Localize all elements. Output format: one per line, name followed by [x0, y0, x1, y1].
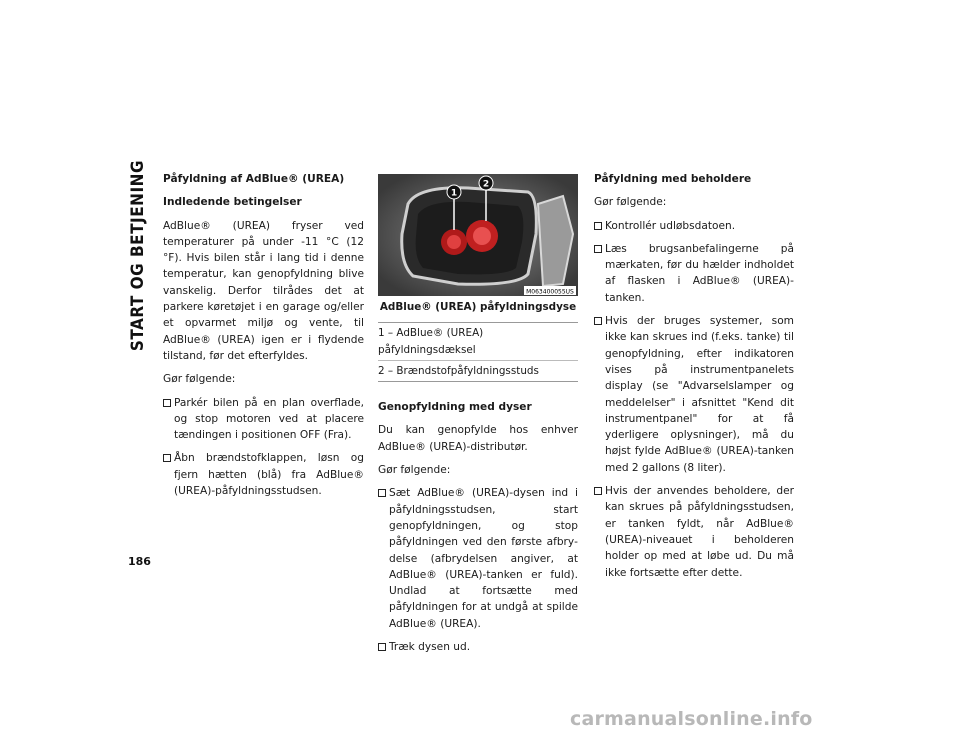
legend-item: 1 – AdBlue® (UREA) påfyldningsdæksel	[378, 327, 484, 356]
column-3	[594, 168, 794, 588]
subheading: Indledende betingelser	[163, 196, 302, 209]
list-item	[163, 395, 364, 444]
callout-1: 1	[450, 188, 458, 199]
steps-intro: Gør følgende:	[378, 464, 451, 477]
list-item	[594, 483, 794, 581]
list-item-text: Parkér bilen på en plan overflade, og stop motoren ved at placere tændingen i positionen OFF (Fra).	[174, 396, 364, 442]
section-title: START OG BETJENING	[128, 160, 148, 352]
legend-item: 2 – Brændstofpåfyldningsstuds	[378, 360, 578, 381]
list-item	[594, 313, 794, 476]
watermark: carmanualsonline.info	[570, 708, 813, 730]
column-2	[378, 168, 578, 662]
checkbox-bullet-icon	[378, 643, 386, 651]
checkbox-bullet-icon	[594, 222, 602, 230]
list-item-text: Læs brugsanbefalingerne på mærkaten, før du hælder indholdet af flasken i AdBlue® (UREA)-tanken.	[605, 242, 794, 304]
checkbox-bullet-icon	[594, 245, 602, 253]
page-number: 186	[128, 555, 151, 568]
list-item	[163, 450, 364, 499]
list-item-text: Åbn brændstofklappen, løsn og fjern hætten (blå) fra AdBlue® (UREA)-påfyldningsstudsen.	[174, 452, 364, 498]
checkbox-bullet-icon	[594, 487, 602, 495]
body-paragraph: AdBlue® (UREA) fryser ved temperaturer på under -11 °C (12 °F). Hvis bilen står i lang tid i denne temperatur, kan genopfyldning blive vanskelig. Derfor tilrådes det at parkere køretøjet i en garage og/eller et opvarmet miljø og vente, til AdBlue® (UREA) igen er i flydende tilstand, før det efterfyldes.	[163, 219, 364, 362]
list-item	[378, 485, 578, 632]
list-item-text: Kontrollér udløbsdatoen.	[605, 219, 736, 232]
checkbox-bullet-icon	[594, 317, 602, 325]
checkbox-bullet-icon	[163, 454, 171, 462]
steps-list	[594, 218, 794, 581]
checkbox-bullet-icon	[163, 399, 171, 407]
image-code: M063400055US	[526, 288, 574, 296]
list-item-text: Hvis der anvendes beholdere, der kan skrues på påfyldningsstudsen, er tanken fyldt, når AdBlue® (UREA)-niveauet i beholderen holder op med at løbe ud. Du må ikke fortsætte efter dette.	[605, 485, 794, 579]
list-item	[378, 639, 578, 655]
list-item-text: Hvis der bruges systemer, som ikke kan skrues ind (f.eks. tanke) til genopfyldning, efter indikatoren vises på instrumentpanelets display (se "Advarselslamper og meddelelser" i afsnittet "Kend dit instrumentpanel" for at få yderligere oplysninger), må du højst fylde AdBlue® (UREA)-tanken med 2 gallons (8 liter).	[605, 315, 794, 474]
adblue-filler-photo	[378, 174, 578, 296]
list-item-text: Træk dysen ud.	[389, 641, 471, 654]
steps-intro: Gør følgende:	[163, 373, 236, 386]
list-item	[594, 218, 794, 234]
column-1	[163, 168, 364, 506]
figure-caption: AdBlue® (UREA) påfyldningsdyse	[379, 301, 577, 313]
section-heading: Påfyldning af AdBlue® (UREA)	[163, 173, 345, 185]
steps-list	[163, 395, 364, 500]
checkbox-bullet-icon	[378, 489, 386, 497]
figure-legend	[378, 322, 578, 382]
section-heading: Påfyldning med beholdere	[594, 173, 752, 185]
body-paragraph: Du kan genopfylde hos enhver AdBlue® (UREA)-distributør.	[378, 424, 578, 453]
list-item	[594, 241, 794, 306]
section-side-tab	[128, 160, 148, 690]
callout-2: 2	[482, 179, 490, 190]
steps-intro: Gør følgende:	[594, 196, 667, 209]
list-item-text: Sæt AdBlue® (UREA)-dysen ind i påfyldningsstudsen, start genopfyldningen, og stop påfyldningen ved den første afbrydelse (afbrydelsen angiver, at AdBlue® (UREA)-tanken er fuld). Undlad at fortsætte med påfyldningen for at undgå at spilde AdBlue® (UREA).	[389, 487, 578, 630]
steps-list	[378, 485, 578, 655]
section-heading: Genopfyldning med dyser	[378, 401, 532, 414]
